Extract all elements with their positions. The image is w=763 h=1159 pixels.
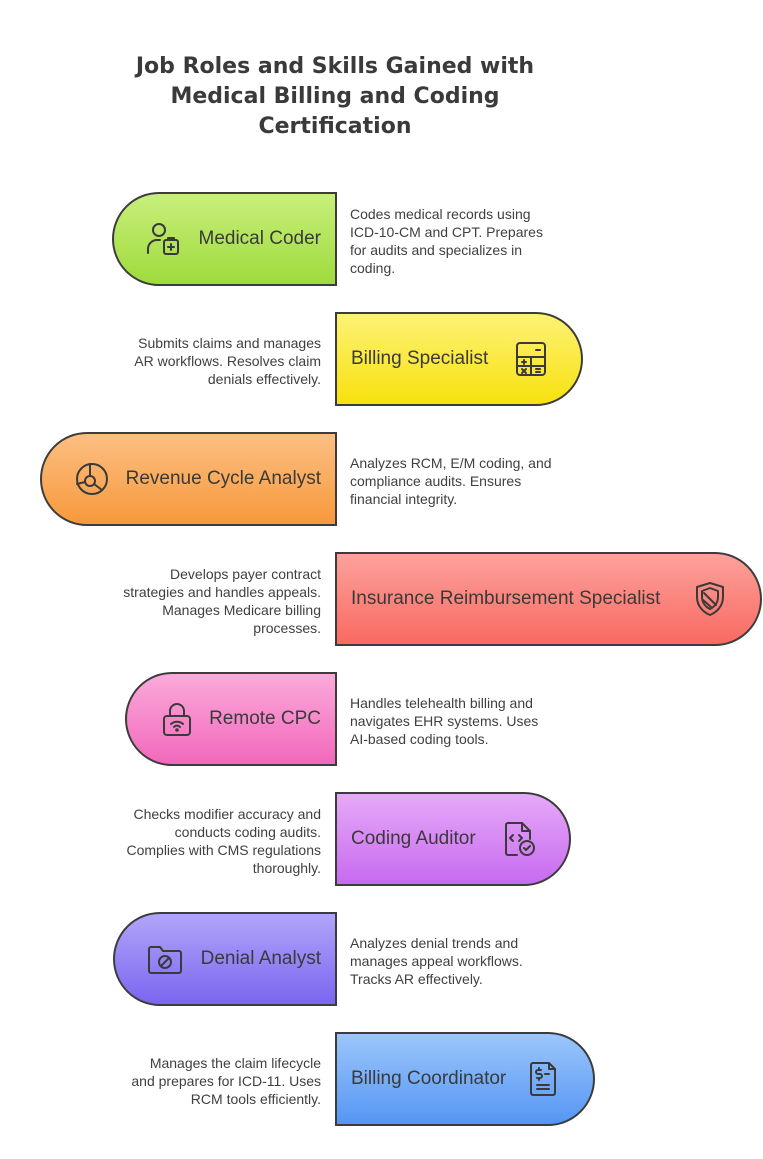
role-description: Handles telehealth billing and navigates EHR systems. Uses AI-based coding tools. [350,695,539,747]
role-description: Manages the claim lifecycle and prepares for ICD-11. Uses RCM tools efficiently. [131,1055,321,1107]
page-title [110,52,560,142]
role-label: Remote CPC [209,708,321,729]
title-line-3: Certification [258,114,412,139]
role-label: Coding Auditor [351,828,476,849]
role-billing-coordinator [335,1032,595,1126]
wifi-lock-icon [157,699,197,739]
pie-chart-icon [72,459,112,499]
calculator-icon [511,339,551,379]
code-check-icon [499,819,539,859]
role-revenue-cycle-analyst [40,432,337,526]
role-description: Analyzes RCM, E/M coding, and compliance audits. Ensures financial integrity. [350,455,552,507]
role-label: Revenue Cycle Analyst [125,468,321,489]
role-denial-analyst [113,912,337,1006]
invoice-icon [523,1059,563,1099]
role-billing-specialist [335,312,583,406]
role-description: Codes medical records using ICD-10-CM and CPT. Prepares for audits and specializes in coding. [350,206,543,276]
shield-icon [690,579,730,619]
role-description: Develops payer contract strategies and handles appeals. Manages Medicare billing processes. [123,566,321,636]
folder-blocked-icon [145,939,185,979]
medical-user-icon [144,219,184,259]
role-coding-auditor [335,792,571,886]
role-description: Analyzes denial trends and manages appeal workflows. Tracks AR effectively. [350,935,523,987]
role-medical-coder [112,192,337,286]
role-label: Billing Coordinator [351,1068,507,1089]
role-label: Denial Analyst [200,948,321,969]
role-label: Medical Coder [198,228,321,249]
role-insurance-reimbursement-specialist [335,552,762,646]
role-remote-cpc [125,672,337,766]
role-description: Submits claims and manages AR workflows. Resolves claim denials effectively. [134,335,321,387]
role-description: Checks modifier accuracy and conducts coding audits. Complies with CMS regulations thoroughly. [126,806,321,876]
title-line-2: Medical Billing and Coding [170,84,500,109]
role-label: Insurance Reimbursement Specialist [351,588,661,609]
role-label: Billing Specialist [351,348,489,369]
title-line-1: Job Roles and Skills Gained with [135,54,535,79]
